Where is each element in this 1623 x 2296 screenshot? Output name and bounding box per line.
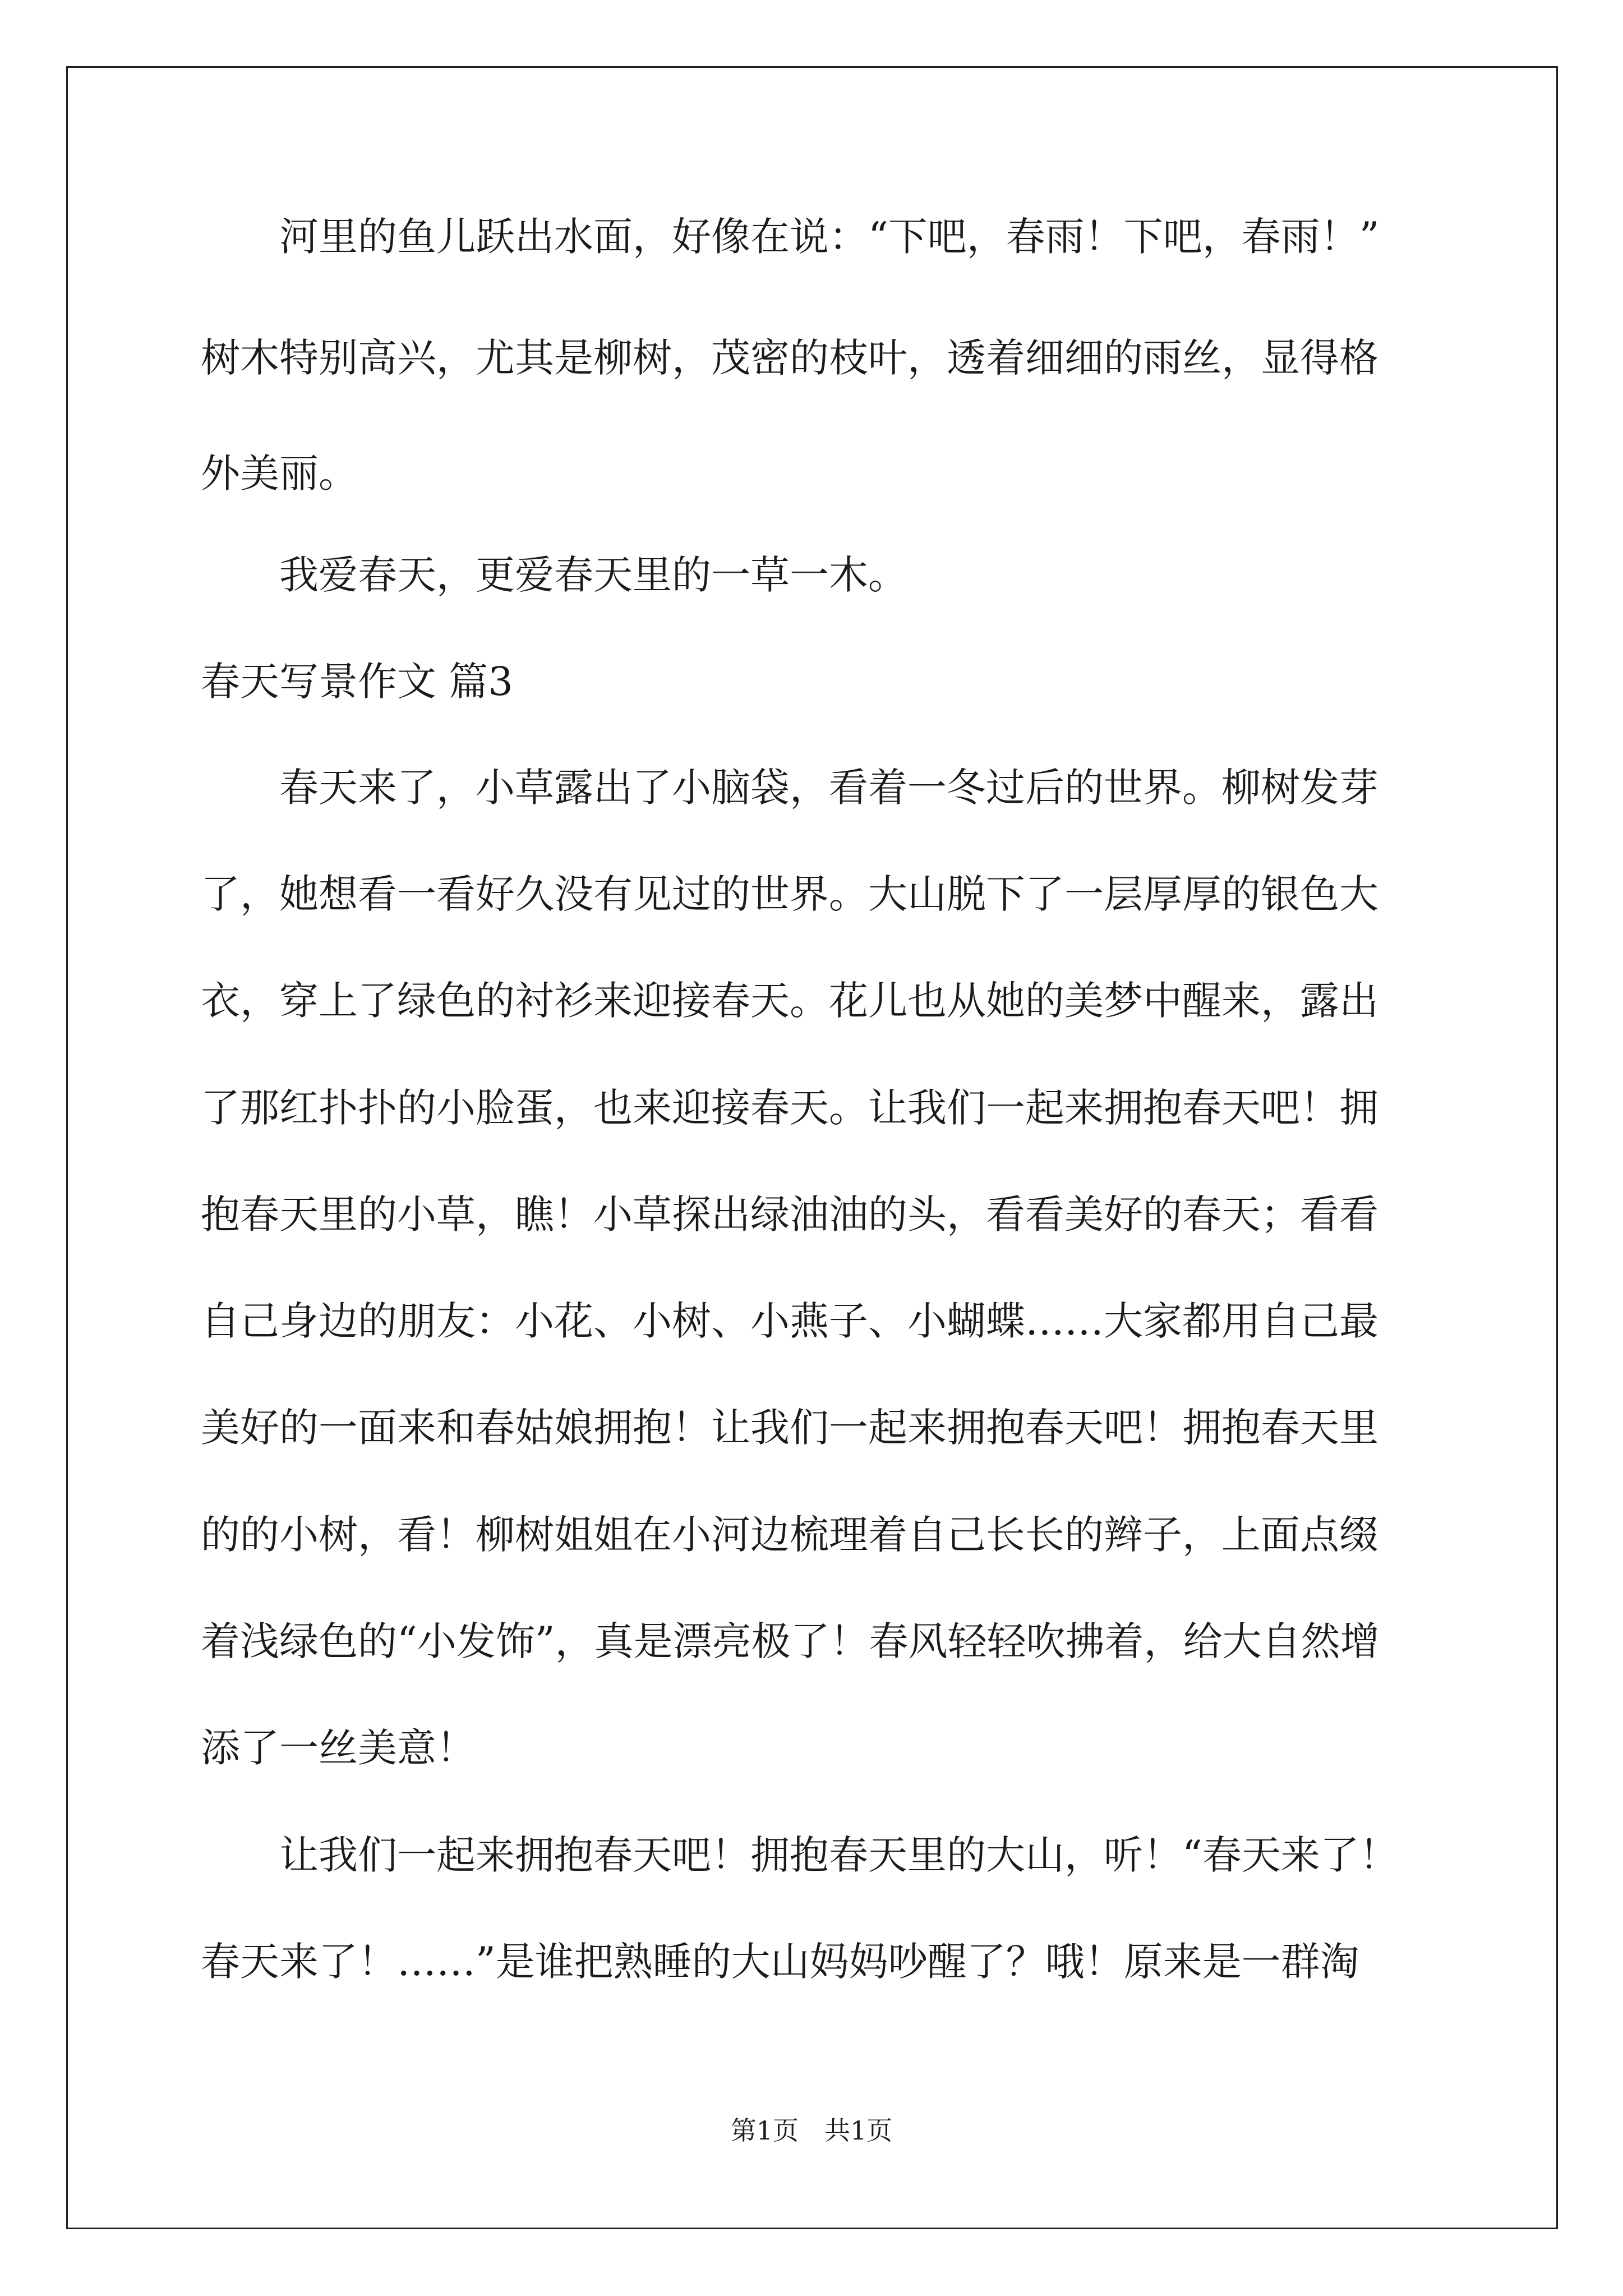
paragraph-line: 了那红扑扑的小脸蛋，也来迎接春天。让我们一起来拥抱春天吧！拥 [201,1085,1378,1131]
page-footer: 第1页 共1页 [730,2115,893,2146]
paragraph-line: 衣，穿上了绿色的衬衫来迎接春天。花儿也从她的美梦中醒来，露出 [201,978,1378,1024]
paragraph-line: 添了一丝美意！ [201,1725,476,1771]
paragraph-line: 美好的一面来和春姑娘拥抱！让我们一起来拥抱春天吧！拥抱春天里 [201,1405,1378,1451]
paragraph-line: 我爱春天，更爱春天里的一草一木。 [201,552,907,598]
page-border [66,66,1558,2229]
paragraph-line: 让我们一起来拥抱春天吧！拥抱春天里的大山，听！“春天来了！ [201,1832,1399,1878]
section-heading: 春天写景作文 篇3 [201,659,513,705]
paragraph-line: 着浅绿色的“小发饰”，真是漂亮极了！春风轻轻吹拂着，给大自然增 [201,1618,1380,1664]
paragraph-line: 河里的鱼儿跃出水面，好像在说：“下吧，春雨！下吧，春雨！” [201,214,1380,260]
paragraph-line: 自己身边的朋友：小花、小树、小燕子、小蝴蝶……大家都用自己最 [201,1298,1378,1344]
paragraph-line: 春天来了，小草露出了小脑袋，看着一冬过后的世界。柳树发芽 [201,765,1378,811]
paragraph-line: 了，她想看一看好久没有见过的世界。大山脱下了一层厚厚的银色大 [201,871,1378,917]
paragraph-line: 的的小树，看！柳树姐姐在小河边梳理着自己长长的辫子，上面点缀 [201,1512,1378,1558]
paragraph-line: 春天来了！……”是谁把熟睡的大山妈妈吵醒了？哦！原来是一群淘 [201,1939,1359,1985]
paragraph-line: 树木特别高兴，尤其是柳树，茂密的枝叶，透着细细的雨丝，显得格 [201,335,1378,381]
paragraph-line: 外美丽。 [201,450,358,496]
paragraph-line: 抱春天里的小草，瞧！小草探出绿油油的头，看看美好的春天；看看 [201,1191,1378,1237]
